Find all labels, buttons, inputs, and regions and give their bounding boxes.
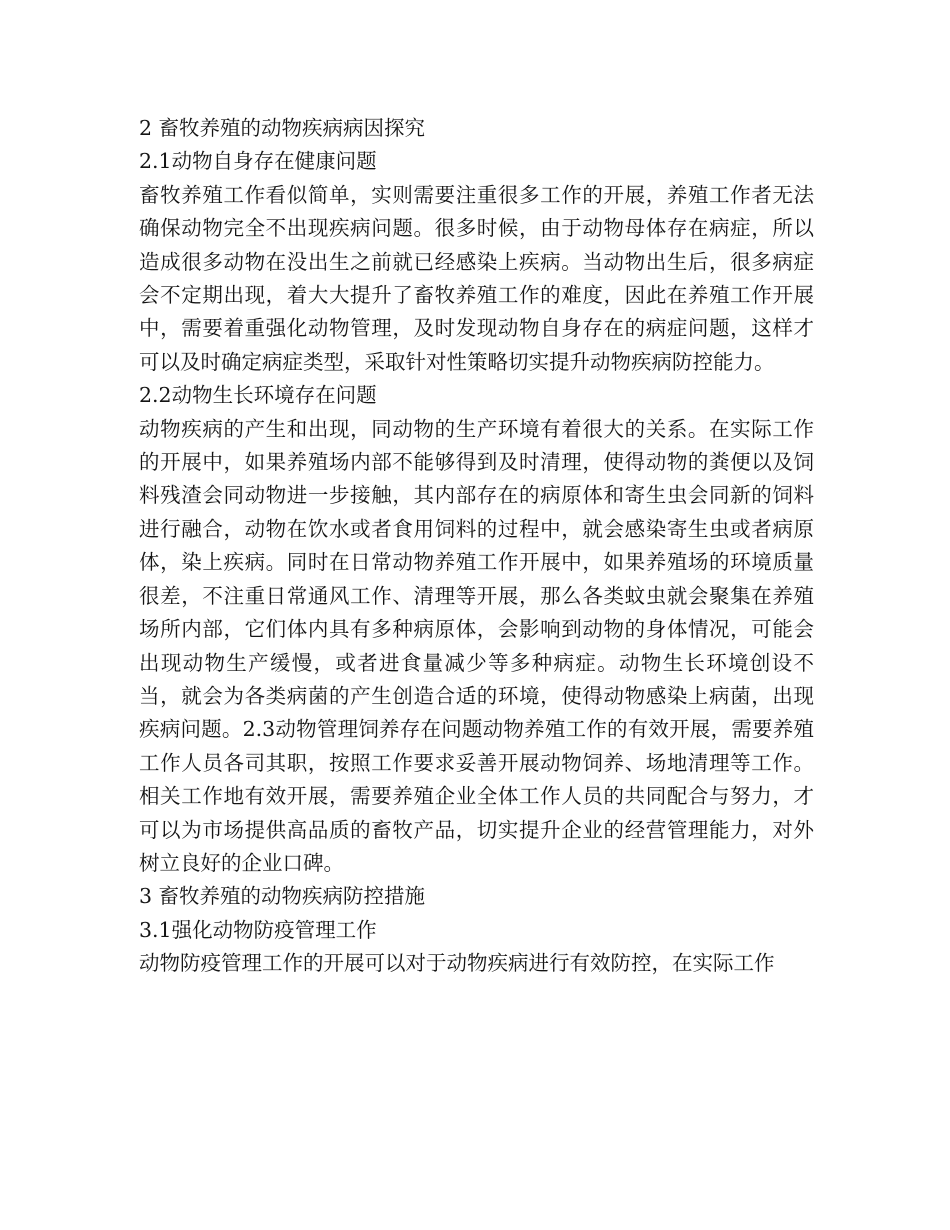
paragraph-2-2: 动物疾病的产生和出现，同动物的生产环境有着很大的关系。在实际工作的开展中，如果养殖场内部不能够得到及时清理，使得动物的粪便以及饲料残渣会同动物进一步接触，其内部存在的病原体和寄生虫会同新的饲料进行融合，动物在饮水或者食用饲料的过程中，就会感染寄生虫或者病原体，染上疾病。同时在日常动物养殖工作开展中，如果养殖场的环境质量很差，不注重日常通风工作、清理等开展，那么各类蚊虫就会聚集在养殖场所内部，它们体内具有多种病原体，会影响到动物的身体情况，可能会出现动物生产缓慢，或者进食量减少等多种病症。动物生长环境创设不当，就会为各类病菌的产生创造合适的环境，使得动物感染上病菌，出现疾病问题。2.3动物管理饲养存在问题动物养殖工作的有效开展，需要养殖工作人员各司其职，按照工作要求妥善开展动物饲养、场地清理等工作。相关工作地有效开展，需要养殖企业全体工作人员的共同配合与努力，才可以为市场提供高品质的畜牧产品，切实提升企业的经营管理能力，对外树立良好的企业口碑。 [139,416,814,875]
paragraph-2-1: 畜牧养殖工作看似简单，实则需要注重很多工作的开展，养殖工作者无法确保动物完全不出现疾病问题。很多时候，由于动物母体存在病症，所以造成很多动物在没出生之前就已经感染上疾病。当动物出生后，很多病症会不定期出现，着大大提升了畜牧养殖工作的难度，因此在养殖工作开展中，需要着重强化动物管理，及时发现动物自身存在的病症问题，这样才可以及时确定病症类型，采取针对性策略切实提升动物疾病防控能力。 [139,182,814,374]
subsection-heading-2-1: 2.1动物自身存在健康问题 [139,149,377,174]
section-heading-2: 2 畜牧养殖的动物疾病病因探究 [139,116,426,140]
subsection-heading-3-1: 3.1强化动物防疫管理工作 [139,917,377,942]
section-heading-3: 3 畜牧养殖的动物疾病防控措施 [139,884,426,909]
subsection-heading-2-2: 2.2动物生长环境存在问题 [139,383,377,408]
document-body [139,112,814,981]
paragraph-3-1: 动物防疫管理工作的开展可以对于动物疾病进行有效防控，在实际工作 [139,951,775,976]
